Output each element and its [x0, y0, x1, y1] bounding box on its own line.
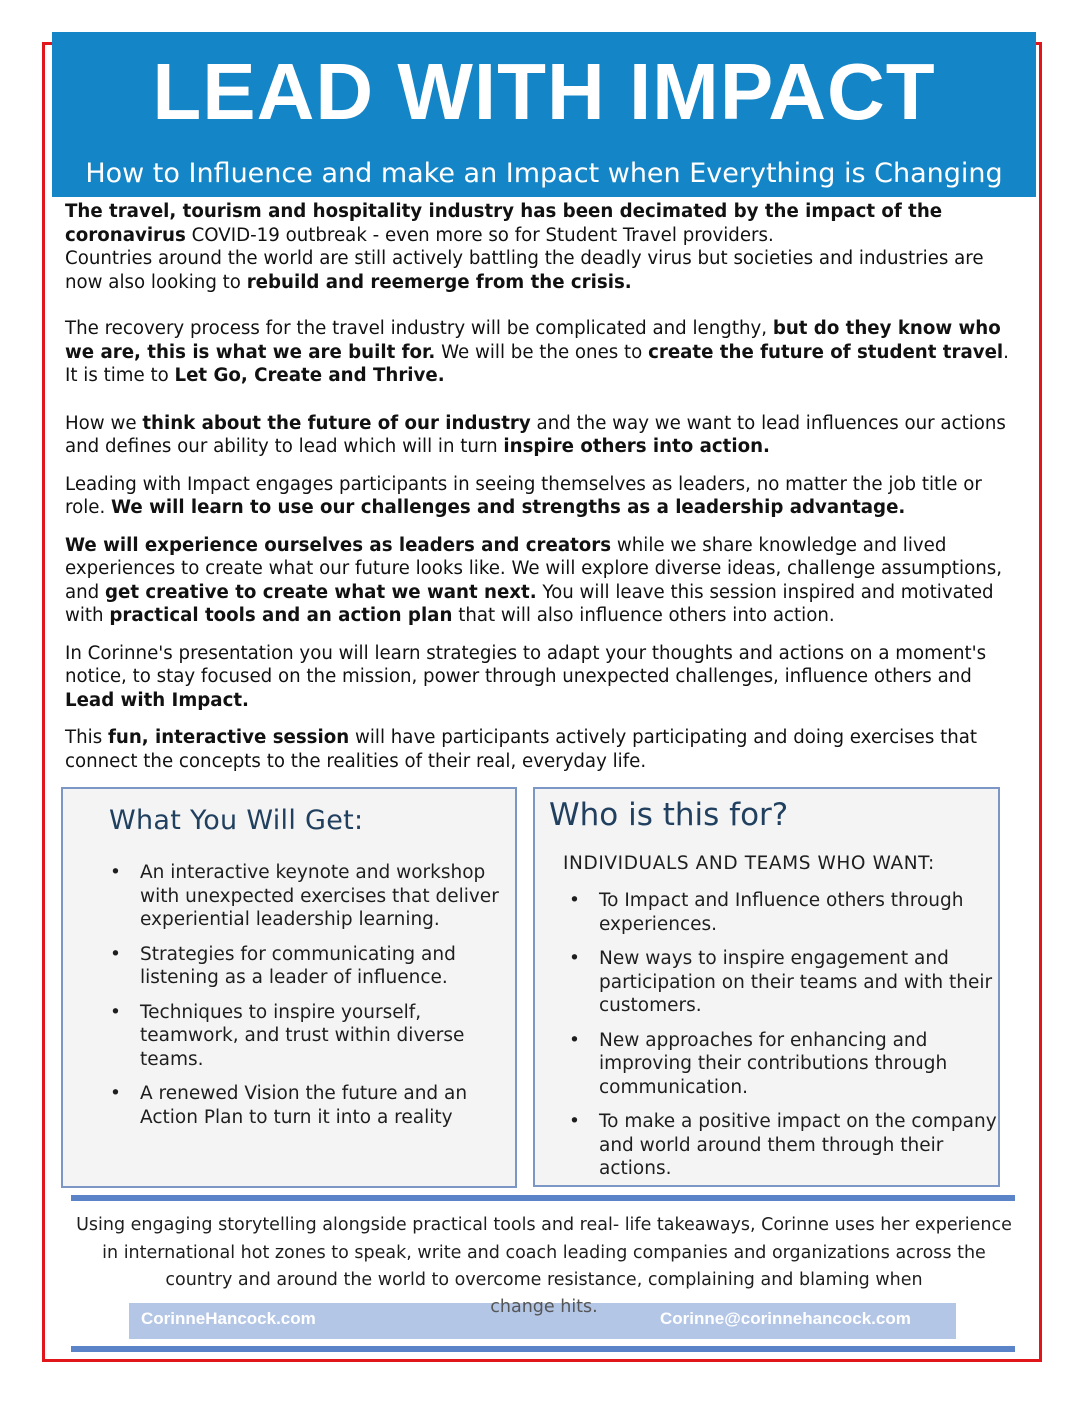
intro-line-2: Countries around the world are still actively battling the deadly virus but societies and industries are now also looking to: [65, 248, 984, 293]
bullet-icon: •: [569, 890, 580, 911]
bold-span: We will learn to use our challenges and strengths as a leadership advantage.: [111, 497, 906, 518]
list-item-text: An interactive keynote and workshop with unexpected exercises that deliver experiential leadership learning.: [140, 862, 499, 930]
body-paragraph-think: [65, 412, 1013, 459]
intro-paragraph-2: [65, 317, 1013, 388]
list-item-text: New approaches for enhancing and improving their contributions through communication.: [599, 1029, 948, 1098]
bold-span: Let Go, Create and Thrive.: [174, 365, 445, 386]
body-paragraph-leading: [65, 473, 1013, 520]
bold-span: get creative to create what we want next.: [105, 581, 537, 603]
list-item-text: Strategies for communicating and listening as a leader of influence.: [140, 943, 456, 988]
intro-lead-rest: COVID-19 outbreak - even more so for Student Travel providers.: [185, 224, 774, 246]
list-item: [110, 1082, 508, 1129]
who-is-this-for-title: Who is this for?: [549, 797, 789, 833]
body-paragraph-presentation: [65, 642, 1013, 713]
what-you-will-get-title: What You Will Get:: [109, 805, 364, 836]
bold-span: but do they know who we are, this is what we are built for.: [65, 318, 1001, 363]
list-item: [110, 861, 508, 932]
intro-rebuild-bold: rebuild and reemerge from the crisis.: [246, 271, 632, 293]
bullet-icon: •: [110, 1001, 121, 1023]
bold-span: practical tools and an action plan: [109, 605, 453, 626]
footer-bio: Using engaging storytelling alongside practical tools and real- life takeaways, Corinne uses her experience in international hot zones to speak, write and coach leading companies and organizations across the country and around the world to overcome resistance, complaining and blaming when: [76, 1215, 1012, 1290]
text-span: In Corinne's presentation you will learn strategies to adapt your thoughts and actions on a moment's notice, to stay focused on the mission, power through unexpected challenges, influence others and: [65, 642, 987, 687]
footer-divider-bottom: [71, 1346, 1015, 1352]
footer-bio-tail: change hits.: [490, 1297, 598, 1317]
header-banner: [52, 32, 1036, 197]
body-paragraph-session: [65, 726, 1013, 773]
text-span: How we: [65, 412, 143, 434]
text-span: that will also influence others into action.: [452, 605, 835, 626]
bullet-icon: •: [110, 1083, 121, 1104]
bullet-icon: •: [569, 1029, 580, 1051]
bullet-icon: •: [569, 948, 580, 969]
list-item: [569, 889, 999, 936]
bold-span: fun, interactive session: [107, 727, 350, 748]
list-item-text: A renewed Vision the future and an Action Plan to turn it into a reality: [140, 1083, 468, 1128]
list-item-text: New ways to inspire engagement and participation on their teams and with their customers.: [599, 948, 993, 1016]
bold-span: We will experience ourselves as leaders and creators: [65, 534, 612, 556]
list-item: [110, 1001, 508, 1072]
text-span: The recovery process for the travel industry will be complicated and lengthy,: [65, 318, 773, 339]
list-item: [569, 1110, 999, 1181]
list-item: [569, 1029, 999, 1100]
list-item: [110, 943, 508, 990]
bullet-icon: •: [110, 862, 121, 883]
footer-divider-top: [71, 1195, 1015, 1201]
list-item-text: To Impact and Influence others through experiences.: [599, 890, 964, 935]
text-span: and the way we want to lead influences our actions and defines our ability to lead which will in turn: [65, 412, 1006, 457]
bold-span: create the future of student travel: [648, 341, 1004, 363]
text-span: while we share knowledge and lived experiences to create what our future looks like. We will explore diverse ideas, challenge assumptions, and: [65, 534, 1003, 603]
text-span: This: [65, 727, 108, 748]
page-subtitle: How to Influence and make an Impact when Everything is Changing: [85, 158, 1003, 189]
who-is-this-for-subtitle: INDIVIDUALS AND TEAMS WHO WANT:: [563, 853, 935, 874]
who-is-this-for-list: [569, 889, 999, 1192]
bullet-icon: •: [110, 943, 121, 965]
intro-lead-bold: The travel, tourism and hospitality industry has been decimated by the impact of the coronavirus: [65, 201, 943, 246]
what-you-will-get-list: [110, 861, 508, 1140]
text-span: Leading with Impact engages participants in seeing themselves as leaders, no matter the job title or role.: [65, 473, 982, 518]
what-you-will-get-box: [61, 787, 517, 1188]
bold-span: inspire others into action.: [503, 436, 770, 457]
bold-span: Lead with Impact.: [65, 689, 249, 711]
list-item-text: To make a positive impact on the company and world around them through their actions.: [599, 1111, 997, 1179]
website-link[interactable]: CorinneHancock.com: [141, 1309, 316, 1328]
email-link[interactable]: Corinne@corinnehancock.com: [660, 1309, 911, 1328]
intro-paragraph-1: [65, 200, 1013, 294]
bold-span: think about the future of our industry: [142, 412, 531, 434]
who-is-this-for-box: [533, 787, 1000, 1187]
body-paragraph-experience: [65, 534, 1013, 628]
text-span: . It is time to: [65, 341, 1009, 386]
list-item: [569, 947, 999, 1018]
list-item-text: Techniques to inspire yourself, teamwork, and trust within diverse teams.: [140, 1001, 465, 1070]
page-title: LEAD WITH IMPACT: [152, 47, 936, 136]
text-span: We will be the ones to: [435, 341, 649, 363]
body-text: [65, 200, 1013, 787]
bullet-icon: •: [569, 1111, 580, 1132]
text-span: will have participants actively participating and doing exercises that connect the concepts to the realities of their real, everyday life.: [65, 727, 978, 772]
text-span: You will leave this session inspired and motivated with: [65, 581, 994, 626]
